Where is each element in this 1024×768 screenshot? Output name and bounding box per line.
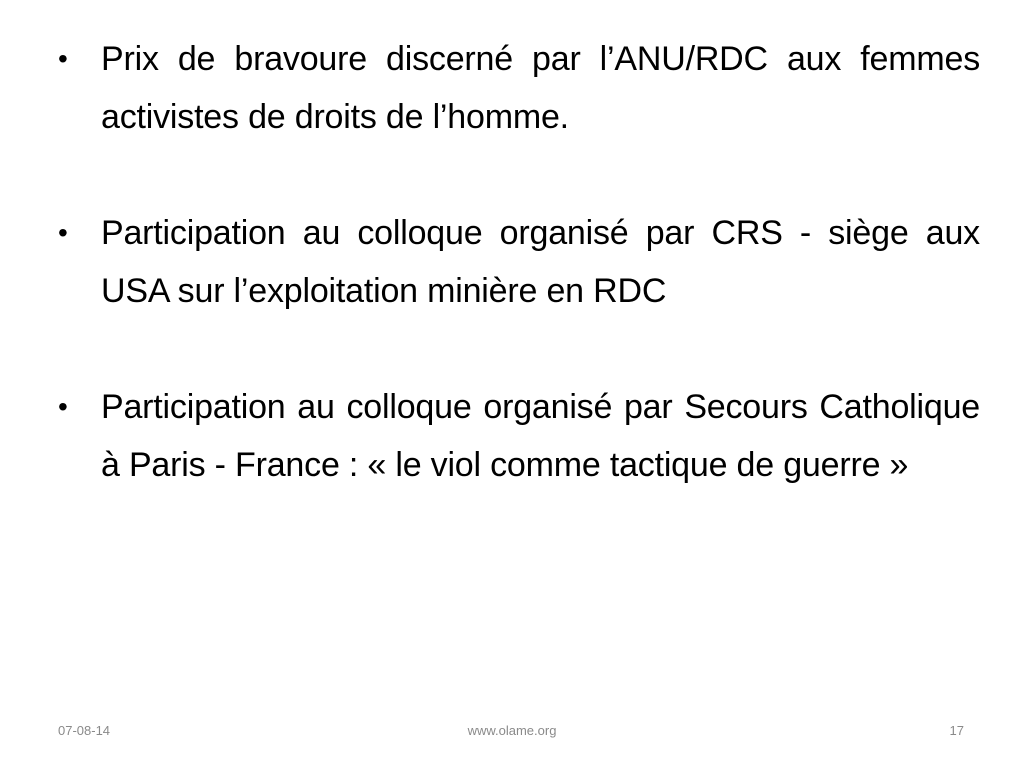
bullet-text: Participation au colloque organisé par Secours Catholique à Paris - France : « le viol comme tactique de guerre »: [101, 388, 980, 484]
page-number: 17: [949, 723, 964, 738]
bullet-icon: •: [58, 391, 68, 422]
footer-url: www.olame.org: [467, 723, 557, 738]
bullet-item: [56, 30, 980, 146]
bullet-list: [56, 30, 980, 552]
footer-date: 07-08-14: [58, 723, 111, 738]
bullet-icon: •: [58, 43, 68, 74]
bullet-text: Participation au colloque organisé par CRS - siège aux USA sur l’exploitation minière en RDC: [101, 214, 980, 310]
bullet-item: [56, 204, 980, 320]
bullet-text: Prix de bravoure discerné par l’ANU/RDC aux femmes activistes de droits de l’homme.: [101, 40, 980, 136]
bullet-icon: •: [58, 217, 68, 248]
bullet-item: [56, 378, 980, 494]
